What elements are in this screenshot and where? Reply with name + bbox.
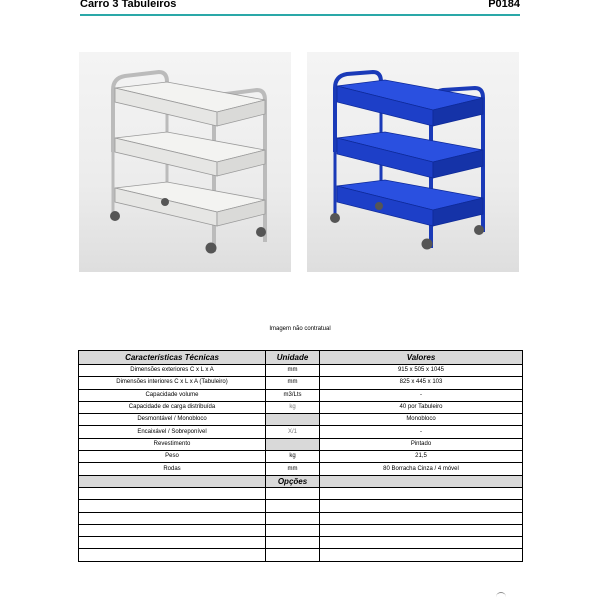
row-label: Revestimento: [79, 438, 266, 450]
options-cell: [320, 500, 523, 512]
row-value: 825 x 445 x 103: [320, 377, 523, 389]
table-row: [79, 389, 523, 401]
table-row: [79, 401, 523, 413]
row-unit: mm: [266, 463, 320, 475]
options-row: [79, 512, 523, 524]
options-cell: [79, 500, 266, 512]
table-row: [79, 414, 523, 426]
row-label: Peso: [79, 451, 266, 463]
row-label: Encaixável / Sobreponível: [79, 426, 266, 438]
options-row: [79, 487, 523, 499]
options-cell: [79, 487, 266, 499]
spec-table: [78, 350, 523, 562]
options-blank: [320, 475, 523, 487]
options-cell: [266, 524, 320, 536]
options-label: Opções: [266, 475, 320, 487]
options-cell: [320, 487, 523, 499]
row-unit: m3/Lts: [266, 389, 320, 401]
row-value: 915 x 505 x 1045: [320, 365, 523, 377]
table-row: [79, 438, 523, 450]
blue-cart-photo: [307, 52, 519, 272]
options-row: [79, 549, 523, 561]
table-row: [79, 451, 523, 463]
header-values: Valores: [320, 351, 523, 365]
page-header: [80, 0, 520, 16]
options-row: [79, 537, 523, 549]
row-value: Monobloco: [320, 414, 523, 426]
row-unit: mm: [266, 365, 320, 377]
options-cell: [266, 487, 320, 499]
product-code: P0184: [488, 0, 520, 10]
row-unit: [266, 438, 320, 450]
options-cell: [79, 549, 266, 561]
row-value: -: [320, 426, 523, 438]
row-label: Dimensões interiores C x L x A (Tabuleiro): [79, 377, 266, 389]
page-corner-mark: [496, 592, 506, 599]
white-cart-photo: [79, 52, 291, 272]
options-cell: [266, 512, 320, 524]
options-header-row: [79, 475, 523, 487]
options-cell: [79, 537, 266, 549]
row-value: 80 Borracha Cinza / 4 móvel: [320, 463, 523, 475]
spec-table-header: [79, 351, 523, 365]
options-cell: [320, 524, 523, 536]
row-unit: kg: [266, 401, 320, 413]
table-row: [79, 463, 523, 475]
options-cell: [266, 537, 320, 549]
options-cell: [320, 549, 523, 561]
row-label: Capacidade volume: [79, 389, 266, 401]
options-cell: [320, 512, 523, 524]
row-value: 40 por Tabuleiro: [320, 401, 523, 413]
row-label: Rodas: [79, 463, 266, 475]
table-row: [79, 365, 523, 377]
options-cell: [79, 524, 266, 536]
options-row: [79, 524, 523, 536]
header-unit: Unidade: [266, 351, 320, 365]
table-row: [79, 377, 523, 389]
options-row: [79, 500, 523, 512]
header-characteristics: Características Técnicas: [79, 351, 266, 365]
row-unit: X/1: [266, 426, 320, 438]
row-label: Dimensões exteriores C x L x A: [79, 365, 266, 377]
row-unit: kg: [266, 451, 320, 463]
options-cell: [266, 500, 320, 512]
options-cell: [79, 512, 266, 524]
row-unit: [266, 414, 320, 426]
options-cell: [320, 537, 523, 549]
options-blank: [79, 475, 266, 487]
image-disclaimer: Imagem não contratual: [269, 326, 331, 332]
row-label: Desmontável / Monobloco: [79, 414, 266, 426]
row-value: -: [320, 389, 523, 401]
row-value: 21,5: [320, 451, 523, 463]
row-label: Capacidade de carga distribuída: [79, 401, 266, 413]
table-row: [79, 426, 523, 438]
product-title: Carro 3 Tabuleiros: [80, 0, 177, 10]
row-value: Pintado: [320, 438, 523, 450]
options-cell: [266, 549, 320, 561]
row-unit: mm: [266, 377, 320, 389]
